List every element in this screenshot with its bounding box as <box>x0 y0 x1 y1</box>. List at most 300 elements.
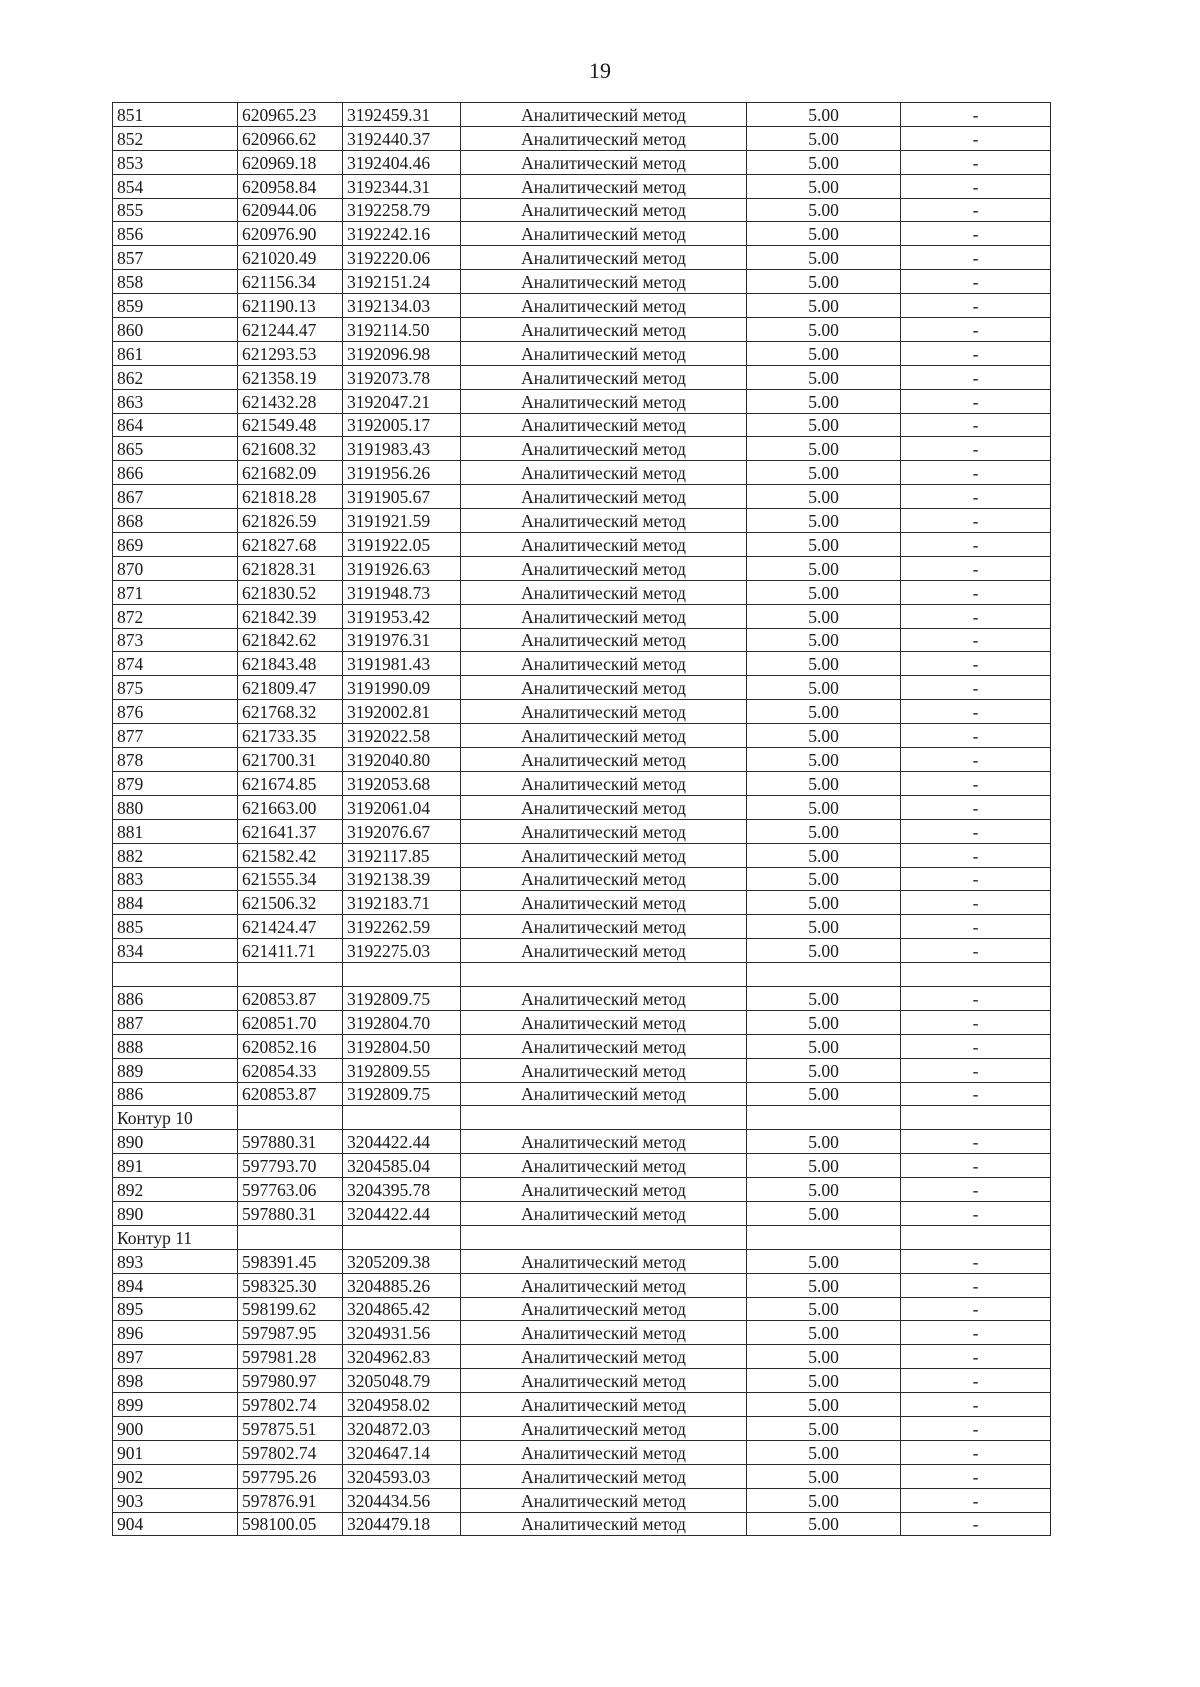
method-cell: Аналитический метод <box>461 1440 747 1464</box>
accuracy-cell: 5.00 <box>747 891 901 915</box>
x-coordinate-cell: 620976.90 <box>238 222 343 246</box>
note-cell: - <box>901 413 1051 437</box>
note-cell: - <box>901 270 1051 294</box>
method-cell: Аналитический метод <box>461 1178 747 1202</box>
note-cell: - <box>901 174 1051 198</box>
note-cell: - <box>901 1369 1051 1393</box>
table-row <box>113 318 1051 342</box>
table-row <box>113 1512 1051 1536</box>
x-coordinate-cell: 621809.47 <box>238 676 343 700</box>
empty-cell <box>461 1106 747 1130</box>
accuracy-cell: 5.00 <box>747 604 901 628</box>
y-coordinate-cell: 3192061.04 <box>343 795 461 819</box>
table-row <box>113 1345 1051 1369</box>
y-coordinate-cell: 3192183.71 <box>343 891 461 915</box>
y-coordinate-cell: 3191990.09 <box>343 676 461 700</box>
accuracy-cell: 5.00 <box>747 318 901 342</box>
table-row <box>113 795 1051 819</box>
accuracy-cell: 5.00 <box>747 771 901 795</box>
x-coordinate-cell: 597793.70 <box>238 1154 343 1178</box>
point-number-cell: 875 <box>113 676 238 700</box>
y-coordinate-cell: 3191948.73 <box>343 580 461 604</box>
method-cell: Аналитический метод <box>461 509 747 533</box>
method-cell: Аналитический метод <box>461 556 747 580</box>
y-coordinate-cell: 3192242.16 <box>343 222 461 246</box>
y-coordinate-cell: 3192440.37 <box>343 126 461 150</box>
y-coordinate-cell: 3191905.67 <box>343 485 461 509</box>
note-cell: - <box>901 843 1051 867</box>
accuracy-cell: 5.00 <box>747 1440 901 1464</box>
x-coordinate-cell: 621700.31 <box>238 748 343 772</box>
method-cell: Аналитический метод <box>461 126 747 150</box>
point-number-cell: 859 <box>113 294 238 318</box>
x-coordinate-cell: 621020.49 <box>238 246 343 270</box>
note-cell: - <box>901 222 1051 246</box>
point-number-cell: 895 <box>113 1297 238 1321</box>
accuracy-cell: 5.00 <box>747 1416 901 1440</box>
x-coordinate-cell: 621582.42 <box>238 843 343 867</box>
y-coordinate-cell: 3204872.03 <box>343 1416 461 1440</box>
point-number-cell: 854 <box>113 174 238 198</box>
point-number-cell: 872 <box>113 604 238 628</box>
note-cell: - <box>901 1488 1051 1512</box>
point-number-cell: 864 <box>113 413 238 437</box>
x-coordinate-cell: 621244.47 <box>238 318 343 342</box>
method-cell: Аналитический метод <box>461 341 747 365</box>
y-coordinate-cell: 3191983.43 <box>343 437 461 461</box>
note-cell: - <box>901 867 1051 891</box>
y-coordinate-cell: 3204395.78 <box>343 1178 461 1202</box>
x-coordinate-cell: 597880.31 <box>238 1130 343 1154</box>
empty-cell <box>901 1225 1051 1249</box>
accuracy-cell: 5.00 <box>747 1345 901 1369</box>
note-cell: - <box>901 724 1051 748</box>
x-coordinate-cell: 621424.47 <box>238 915 343 939</box>
accuracy-cell: 5.00 <box>747 652 901 676</box>
point-number-cell: 866 <box>113 461 238 485</box>
contour-header-row <box>113 1106 1051 1130</box>
accuracy-cell: 5.00 <box>747 222 901 246</box>
y-coordinate-cell: 3204422.44 <box>343 1130 461 1154</box>
method-cell: Аналитический метод <box>461 843 747 867</box>
note-cell: - <box>901 556 1051 580</box>
method-cell: Аналитический метод <box>461 294 747 318</box>
empty-cell <box>747 963 901 987</box>
note-cell: - <box>901 318 1051 342</box>
point-number-cell: 883 <box>113 867 238 891</box>
table-row <box>113 676 1051 700</box>
y-coordinate-cell: 3191953.42 <box>343 604 461 628</box>
y-coordinate-cell: 3191926.63 <box>343 556 461 580</box>
x-coordinate-cell: 620851.70 <box>238 1010 343 1034</box>
point-number-cell: 892 <box>113 1178 238 1202</box>
table-row <box>113 819 1051 843</box>
y-coordinate-cell: 3192040.80 <box>343 748 461 772</box>
point-number-cell: 853 <box>113 150 238 174</box>
y-coordinate-cell: 3191976.31 <box>343 628 461 652</box>
y-coordinate-cell: 3192022.58 <box>343 724 461 748</box>
x-coordinate-cell: 620854.33 <box>238 1058 343 1082</box>
note-cell: - <box>901 294 1051 318</box>
point-number-cell: 890 <box>113 1201 238 1225</box>
table-row <box>113 724 1051 748</box>
table-row <box>113 461 1051 485</box>
note-cell: - <box>901 1010 1051 1034</box>
accuracy-cell: 5.00 <box>747 437 901 461</box>
method-cell: Аналитический метод <box>461 1512 747 1536</box>
note-cell: - <box>901 580 1051 604</box>
method-cell: Аналитический метод <box>461 1393 747 1417</box>
y-coordinate-cell: 3192809.75 <box>343 986 461 1010</box>
empty-cell <box>343 963 461 987</box>
contour-header-row <box>113 1225 1051 1249</box>
method-cell: Аналитический метод <box>461 174 747 198</box>
y-coordinate-cell: 3191956.26 <box>343 461 461 485</box>
x-coordinate-cell: 621830.52 <box>238 580 343 604</box>
x-coordinate-cell: 621682.09 <box>238 461 343 485</box>
note-cell: - <box>901 437 1051 461</box>
note-cell: - <box>901 1130 1051 1154</box>
method-cell: Аналитический метод <box>461 700 747 724</box>
point-number-cell: 876 <box>113 700 238 724</box>
y-coordinate-cell: 3191921.59 <box>343 509 461 533</box>
note-cell: - <box>901 150 1051 174</box>
method-cell: Аналитический метод <box>461 222 747 246</box>
y-coordinate-cell: 3192220.06 <box>343 246 461 270</box>
method-cell: Аналитический метод <box>461 413 747 437</box>
y-coordinate-cell: 3204479.18 <box>343 1512 461 1536</box>
table-row <box>113 1201 1051 1225</box>
accuracy-cell: 5.00 <box>747 341 901 365</box>
empty-cell <box>461 1225 747 1249</box>
table-row <box>113 891 1051 915</box>
x-coordinate-cell: 598391.45 <box>238 1249 343 1273</box>
x-coordinate-cell: 598100.05 <box>238 1512 343 1536</box>
point-number-cell: 902 <box>113 1464 238 1488</box>
x-coordinate-cell: 621555.34 <box>238 867 343 891</box>
accuracy-cell: 5.00 <box>747 461 901 485</box>
contour-label: Контур 11 <box>113 1225 238 1249</box>
table-row <box>113 485 1051 509</box>
method-cell: Аналитический метод <box>461 724 747 748</box>
method-cell: Аналитический метод <box>461 461 747 485</box>
accuracy-cell: 5.00 <box>747 867 901 891</box>
x-coordinate-cell: 621818.28 <box>238 485 343 509</box>
empty-cell <box>343 1225 461 1249</box>
point-number-cell: 862 <box>113 365 238 389</box>
y-coordinate-cell: 3192151.24 <box>343 270 461 294</box>
accuracy-cell: 5.00 <box>747 1154 901 1178</box>
point-number-cell: 865 <box>113 437 238 461</box>
point-number-cell: 858 <box>113 270 238 294</box>
point-number-cell: 871 <box>113 580 238 604</box>
table-row <box>113 103 1051 127</box>
table-row <box>113 843 1051 867</box>
accuracy-cell: 5.00 <box>747 509 901 533</box>
method-cell: Аналитический метод <box>461 604 747 628</box>
y-coordinate-cell: 3205048.79 <box>343 1369 461 1393</box>
accuracy-cell: 5.00 <box>747 580 901 604</box>
x-coordinate-cell: 621190.13 <box>238 294 343 318</box>
table-row <box>113 1273 1051 1297</box>
accuracy-cell: 5.00 <box>747 986 901 1010</box>
y-coordinate-cell: 3192804.70 <box>343 1010 461 1034</box>
separator-row <box>113 963 1051 987</box>
x-coordinate-cell: 597795.26 <box>238 1464 343 1488</box>
table-row <box>113 1464 1051 1488</box>
x-coordinate-cell: 621358.19 <box>238 365 343 389</box>
table-row <box>113 1130 1051 1154</box>
table-row <box>113 1369 1051 1393</box>
note-cell: - <box>901 1297 1051 1321</box>
y-coordinate-cell: 3192047.21 <box>343 389 461 413</box>
accuracy-cell: 5.00 <box>747 1369 901 1393</box>
x-coordinate-cell: 621674.85 <box>238 771 343 795</box>
method-cell: Аналитический метод <box>461 1297 747 1321</box>
point-number-cell: 890 <box>113 1130 238 1154</box>
method-cell: Аналитический метод <box>461 437 747 461</box>
y-coordinate-cell: 3192096.98 <box>343 341 461 365</box>
x-coordinate-cell: 597763.06 <box>238 1178 343 1202</box>
note-cell: - <box>901 891 1051 915</box>
accuracy-cell: 5.00 <box>747 198 901 222</box>
note-cell: - <box>901 1034 1051 1058</box>
accuracy-cell: 5.00 <box>747 246 901 270</box>
table-row <box>113 1249 1051 1273</box>
method-cell: Аналитический метод <box>461 915 747 939</box>
point-number-cell: 897 <box>113 1345 238 1369</box>
y-coordinate-cell: 3204585.04 <box>343 1154 461 1178</box>
method-cell: Аналитический метод <box>461 485 747 509</box>
table-row <box>113 174 1051 198</box>
table-row <box>113 580 1051 604</box>
note-cell: - <box>901 1058 1051 1082</box>
method-cell: Аналитический метод <box>461 1058 747 1082</box>
table-row <box>113 1488 1051 1512</box>
method-cell: Аналитический метод <box>461 270 747 294</box>
point-number-cell: 882 <box>113 843 238 867</box>
accuracy-cell: 5.00 <box>747 819 901 843</box>
note-cell: - <box>901 1249 1051 1273</box>
x-coordinate-cell: 621506.32 <box>238 891 343 915</box>
point-number-cell: 834 <box>113 939 238 963</box>
table-row <box>113 700 1051 724</box>
note-cell: - <box>901 1273 1051 1297</box>
point-number-cell: 856 <box>113 222 238 246</box>
method-cell: Аналитический метод <box>461 867 747 891</box>
y-coordinate-cell: 3204434.56 <box>343 1488 461 1512</box>
accuracy-cell: 5.00 <box>747 365 901 389</box>
note-cell: - <box>901 771 1051 795</box>
note-cell: - <box>901 652 1051 676</box>
note-cell: - <box>901 748 1051 772</box>
point-number-cell: 884 <box>113 891 238 915</box>
note-cell: - <box>901 1321 1051 1345</box>
method-cell: Аналитический метод <box>461 1273 747 1297</box>
note-cell: - <box>901 1393 1051 1417</box>
note-cell: - <box>901 795 1051 819</box>
accuracy-cell: 5.00 <box>747 1130 901 1154</box>
contour-label: Контур 10 <box>113 1106 238 1130</box>
table-row <box>113 270 1051 294</box>
point-number-cell: 896 <box>113 1321 238 1345</box>
accuracy-cell: 5.00 <box>747 1249 901 1273</box>
x-coordinate-cell: 621411.71 <box>238 939 343 963</box>
accuracy-cell: 5.00 <box>747 174 901 198</box>
y-coordinate-cell: 3204593.03 <box>343 1464 461 1488</box>
note-cell: - <box>901 485 1051 509</box>
x-coordinate-cell: 621827.68 <box>238 533 343 557</box>
y-coordinate-cell: 3192134.03 <box>343 294 461 318</box>
table-row <box>113 222 1051 246</box>
point-number-cell: 869 <box>113 533 238 557</box>
method-cell: Аналитический метод <box>461 1345 747 1369</box>
accuracy-cell: 5.00 <box>747 556 901 580</box>
accuracy-cell: 5.00 <box>747 485 901 509</box>
note-cell: - <box>901 1082 1051 1106</box>
note-cell: - <box>901 819 1051 843</box>
empty-cell <box>238 963 343 987</box>
y-coordinate-cell: 3192117.85 <box>343 843 461 867</box>
accuracy-cell: 5.00 <box>747 1010 901 1034</box>
x-coordinate-cell: 598325.30 <box>238 1273 343 1297</box>
note-cell: - <box>901 1512 1051 1536</box>
point-number-cell: 899 <box>113 1393 238 1417</box>
accuracy-cell: 5.00 <box>747 748 901 772</box>
point-number-cell: 900 <box>113 1416 238 1440</box>
table-row <box>113 1154 1051 1178</box>
y-coordinate-cell: 3192138.39 <box>343 867 461 891</box>
note-cell: - <box>901 1464 1051 1488</box>
point-number-cell: 881 <box>113 819 238 843</box>
table-row <box>113 389 1051 413</box>
y-coordinate-cell: 3204885.26 <box>343 1273 461 1297</box>
note-cell: - <box>901 533 1051 557</box>
table-row <box>113 915 1051 939</box>
method-cell: Аналитический метод <box>461 389 747 413</box>
method-cell: Аналитический метод <box>461 1321 747 1345</box>
point-number-cell: 885 <box>113 915 238 939</box>
method-cell: Аналитический метод <box>461 365 747 389</box>
method-cell: Аналитический метод <box>461 748 747 772</box>
point-number-cell: 889 <box>113 1058 238 1082</box>
method-cell: Аналитический метод <box>461 652 747 676</box>
method-cell: Аналитический метод <box>461 1130 747 1154</box>
x-coordinate-cell: 620965.23 <box>238 103 343 127</box>
x-coordinate-cell: 620853.87 <box>238 1082 343 1106</box>
x-coordinate-cell: 621828.31 <box>238 556 343 580</box>
table-row <box>113 771 1051 795</box>
table-row <box>113 1010 1051 1034</box>
point-number-cell: 867 <box>113 485 238 509</box>
note-cell: - <box>901 1345 1051 1369</box>
table-row <box>113 556 1051 580</box>
note-cell: - <box>901 461 1051 485</box>
note-cell: - <box>901 246 1051 270</box>
accuracy-cell: 5.00 <box>747 939 901 963</box>
table-row <box>113 1393 1051 1417</box>
x-coordinate-cell: 621768.32 <box>238 700 343 724</box>
accuracy-cell: 5.00 <box>747 1058 901 1082</box>
table-row <box>113 628 1051 652</box>
x-coordinate-cell: 597802.74 <box>238 1440 343 1464</box>
point-number-cell: 888 <box>113 1034 238 1058</box>
accuracy-cell: 5.00 <box>747 628 901 652</box>
x-coordinate-cell: 621293.53 <box>238 341 343 365</box>
accuracy-cell: 5.00 <box>747 1201 901 1225</box>
method-cell: Аналитический метод <box>461 676 747 700</box>
table-row <box>113 604 1051 628</box>
y-coordinate-cell: 3192002.81 <box>343 700 461 724</box>
x-coordinate-cell: 621826.59 <box>238 509 343 533</box>
empty-cell <box>747 1225 901 1249</box>
accuracy-cell: 5.00 <box>747 126 901 150</box>
note-cell: - <box>901 341 1051 365</box>
accuracy-cell: 5.00 <box>747 1321 901 1345</box>
point-number-cell: 855 <box>113 198 238 222</box>
method-cell: Аналитический метод <box>461 1249 747 1273</box>
y-coordinate-cell: 3192809.55 <box>343 1058 461 1082</box>
table-row <box>113 1297 1051 1321</box>
point-number-cell: 880 <box>113 795 238 819</box>
method-cell: Аналитический метод <box>461 795 747 819</box>
accuracy-cell: 5.00 <box>747 915 901 939</box>
y-coordinate-cell: 3192073.78 <box>343 365 461 389</box>
method-cell: Аналитический метод <box>461 891 747 915</box>
point-number-cell: 903 <box>113 1488 238 1512</box>
x-coordinate-cell: 597802.74 <box>238 1393 343 1417</box>
x-coordinate-cell: 621641.37 <box>238 819 343 843</box>
table-row <box>113 198 1051 222</box>
note-cell: - <box>901 628 1051 652</box>
accuracy-cell: 5.00 <box>747 1464 901 1488</box>
method-cell: Аналитический метод <box>461 1488 747 1512</box>
x-coordinate-cell: 621663.00 <box>238 795 343 819</box>
y-coordinate-cell: 3204931.56 <box>343 1321 461 1345</box>
note-cell: - <box>901 1154 1051 1178</box>
method-cell: Аналитический метод <box>461 533 747 557</box>
accuracy-cell: 5.00 <box>747 389 901 413</box>
empty-cell <box>113 963 238 987</box>
empty-cell <box>461 963 747 987</box>
table-row <box>113 509 1051 533</box>
point-number-cell: 873 <box>113 628 238 652</box>
method-cell: Аналитический метод <box>461 1416 747 1440</box>
note-cell: - <box>901 389 1051 413</box>
point-number-cell: 904 <box>113 1512 238 1536</box>
accuracy-cell: 5.00 <box>747 533 901 557</box>
x-coordinate-cell: 621843.48 <box>238 652 343 676</box>
table-row <box>113 413 1051 437</box>
accuracy-cell: 5.00 <box>747 1034 901 1058</box>
point-number-cell: 894 <box>113 1273 238 1297</box>
note-cell: - <box>901 126 1051 150</box>
x-coordinate-cell: 597980.97 <box>238 1369 343 1393</box>
y-coordinate-cell: 3191981.43 <box>343 652 461 676</box>
y-coordinate-cell: 3191922.05 <box>343 533 461 557</box>
point-number-cell: 886 <box>113 986 238 1010</box>
table-row <box>113 341 1051 365</box>
note-cell: - <box>901 103 1051 127</box>
method-cell: Аналитический метод <box>461 771 747 795</box>
empty-cell <box>747 1106 901 1130</box>
x-coordinate-cell: 621733.35 <box>238 724 343 748</box>
point-number-cell: 877 <box>113 724 238 748</box>
accuracy-cell: 5.00 <box>747 103 901 127</box>
y-coordinate-cell: 3204422.44 <box>343 1201 461 1225</box>
note-cell: - <box>901 604 1051 628</box>
table-row <box>113 939 1051 963</box>
